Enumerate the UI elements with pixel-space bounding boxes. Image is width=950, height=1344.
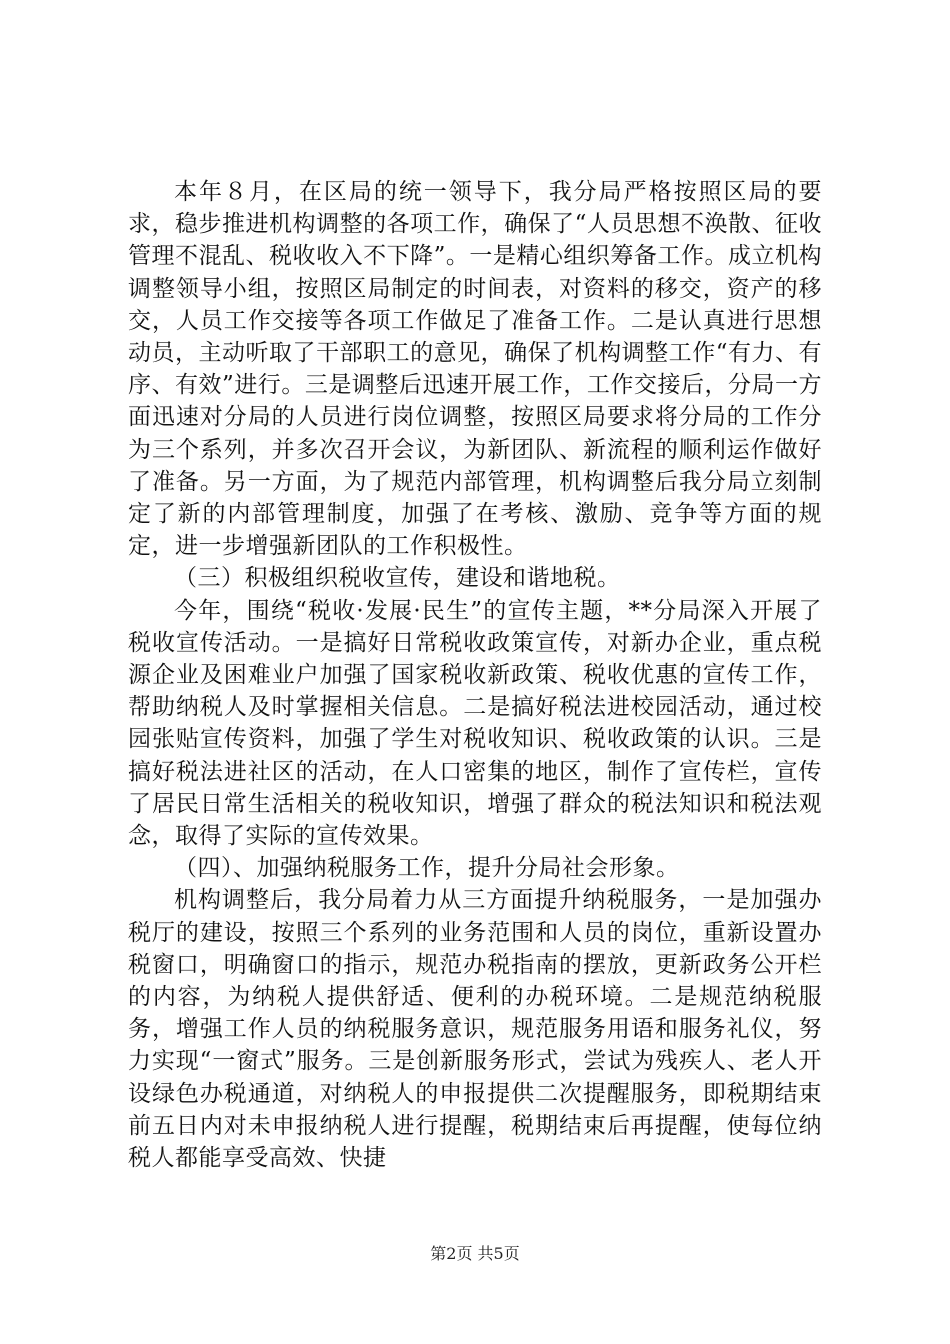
section-heading-tax-service: （四）、加强纳税服务工作，提升分局社会形象。 bbox=[174, 855, 680, 882]
paragraph-institution-adjustment: 本年８月，在区局的统一领导下，我分局严格按照区局的要求，稳步推进机构调整的各项工作，确保了“人员思想不涣散、征收管理不混乱、税收收入不下降”。一是精心组织筹备工作。成立机构调整领导小组，按照区局制定的时间表，对资料的移交，资产的移交，人员工作交接等各项工作做足了准备工作。二是认真进行思想动员，主动听取了干部职工的意见，确保了机构调整工作“有力、有序、有效”进行。三是调整后迅速开展工作，工作交接后，分局一方面迅速对分局的人员进行岗位调整，按照区局要求将分局的工作分为三个系列，并多次召开会议，为新团队、新流程的顺利运作做好了准备。另一方面，为了规范内部管理，机构调整后我分局立刻制定了新的内部管理制度，加强了在考核、激励、竞争等方面的规定，进一步增强新团队的工作积极性。 bbox=[128, 179, 822, 560]
paragraph-tax-publicity: 今年，围绕“税收·发展·民生”的宣传主题，**分局深入开展了税收宣传活动。一是搞好日常税收政策宣传，对新办企业，重点税源企业及困难业户加强了国家税收新政策、税收优惠的宣传工作，帮助纳税人及时掌握相关信息。二是搞好税法进校园活动，通过校园张贴宣传资料，加强了学生对税收知识、税收政策的认识。三是搞好税法进社区的活动，在人口密集的地区，制作了宣传栏，宣传了居民日常生活相关的税收知识，增强了群众的税法知识和税法观念，取得了实际的宣传效果。 bbox=[128, 597, 822, 850]
paragraph-tax-service: 机构调整后，我分局着力从三方面提升纳税服务，一是加强办税厅的建设，按照三个系列的业务范围和人员的岗位，重新设置办税窗口，明确窗口的指示，规范办税指南的摆放，更新政务公开栏的内容，为纳税人提供舒适、便利的办税环境。二是规范纳税服务，增强工作人员的纳税服务意识，规范服务用语和服务礼仪，努力实现“一窗式”服务。三是创新服务形式，尝试为残疾人、老人开设绿色办税通道，对纳税人的申报提供二次提醒服务，即税期结束前五日内对未申报纳税人进行提醒，税期结束后再提醒，使每位纳税人都能享受高效、快捷 bbox=[128, 887, 822, 1172]
document-body bbox=[128, 176, 822, 1174]
page-number-footer: 第2页 共5页 bbox=[430, 1244, 520, 1263]
section-heading-tax-publicity: （三）积极组织税收宣传，建设和谐地税。 bbox=[174, 565, 621, 592]
